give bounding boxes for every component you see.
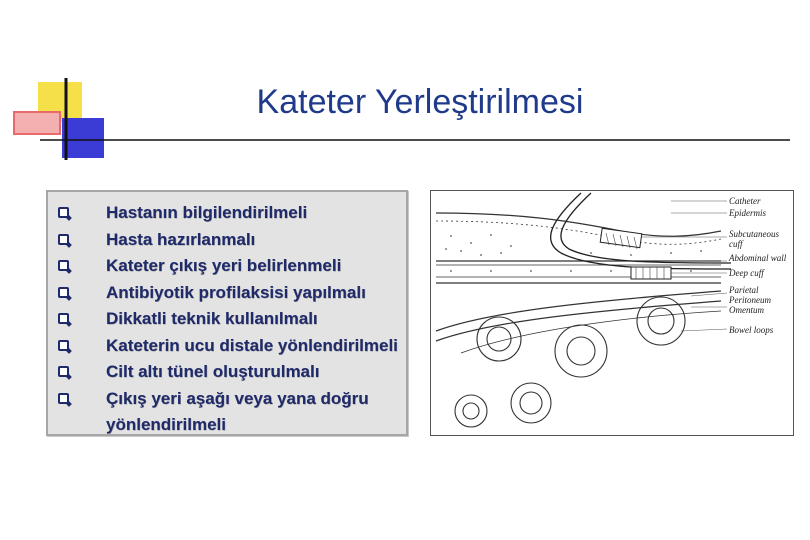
label-bowel-loops: Bowel loops	[729, 325, 774, 335]
list-item	[58, 253, 456, 280]
label-catheter: Catheter	[729, 196, 761, 206]
bullet-text: Dikkatli teknik kullanılmalı	[106, 309, 318, 328]
list-item	[58, 386, 456, 439]
checkbox-bullet-icon	[58, 340, 69, 351]
checkbox-bullet-icon	[58, 393, 69, 404]
checkbox-bullet-icon	[58, 234, 69, 245]
list-item	[58, 280, 456, 307]
list-item	[58, 227, 456, 254]
bullet-text: Hastanın bilgilendirilmeli	[106, 203, 308, 222]
list-item	[58, 333, 456, 360]
label-abdominal-wall: Abdominal wall	[729, 253, 787, 263]
checkbox-bullet-icon	[58, 366, 69, 377]
checkbox-bullet-icon	[58, 260, 69, 271]
catheter-diagram	[430, 190, 794, 436]
bullet-text: Kateterin ucu distale yönlendirilmeli	[106, 335, 398, 355]
bullet-text: Çıkış yeri aşağı veya yana doğru yönlendirilmeli	[106, 388, 369, 434]
checkbox-bullet-icon	[58, 287, 69, 298]
bullet-text: Hasta hazırlanmalı	[106, 229, 256, 249]
list-item	[58, 359, 456, 386]
checkbox-bullet-icon	[58, 207, 69, 218]
label-subcutaneous-cuff-2: cuff	[729, 239, 743, 249]
label-subcutaneous-cuff: Subcutaneous	[729, 229, 779, 239]
label-peritoneum: Parietal	[729, 285, 759, 295]
bullet-box	[46, 190, 408, 436]
label-epidermis: Epidermis	[729, 208, 766, 218]
catheter-diagram-drawing	[431, 191, 793, 435]
checkbox-bullet-icon	[58, 313, 69, 324]
label-deep-cuff: Deep cuff	[729, 268, 764, 278]
slide-title: Kateter Yerleştirilmesi	[256, 83, 584, 121]
bullet-text: Kateter çıkış yeri belirlenmeli	[106, 256, 342, 275]
label-omentum: Omentum	[729, 305, 764, 315]
list-item	[58, 306, 456, 333]
bullet-text: Antibiyotik profilaksisi yapılmalı	[106, 282, 366, 302]
list-item	[58, 200, 456, 227]
label-peritoneum-2: Peritoneum	[729, 295, 771, 305]
bullet-list	[106, 200, 456, 439]
bullet-text: Cilt altı tünel oluşturulmalı	[106, 362, 320, 381]
